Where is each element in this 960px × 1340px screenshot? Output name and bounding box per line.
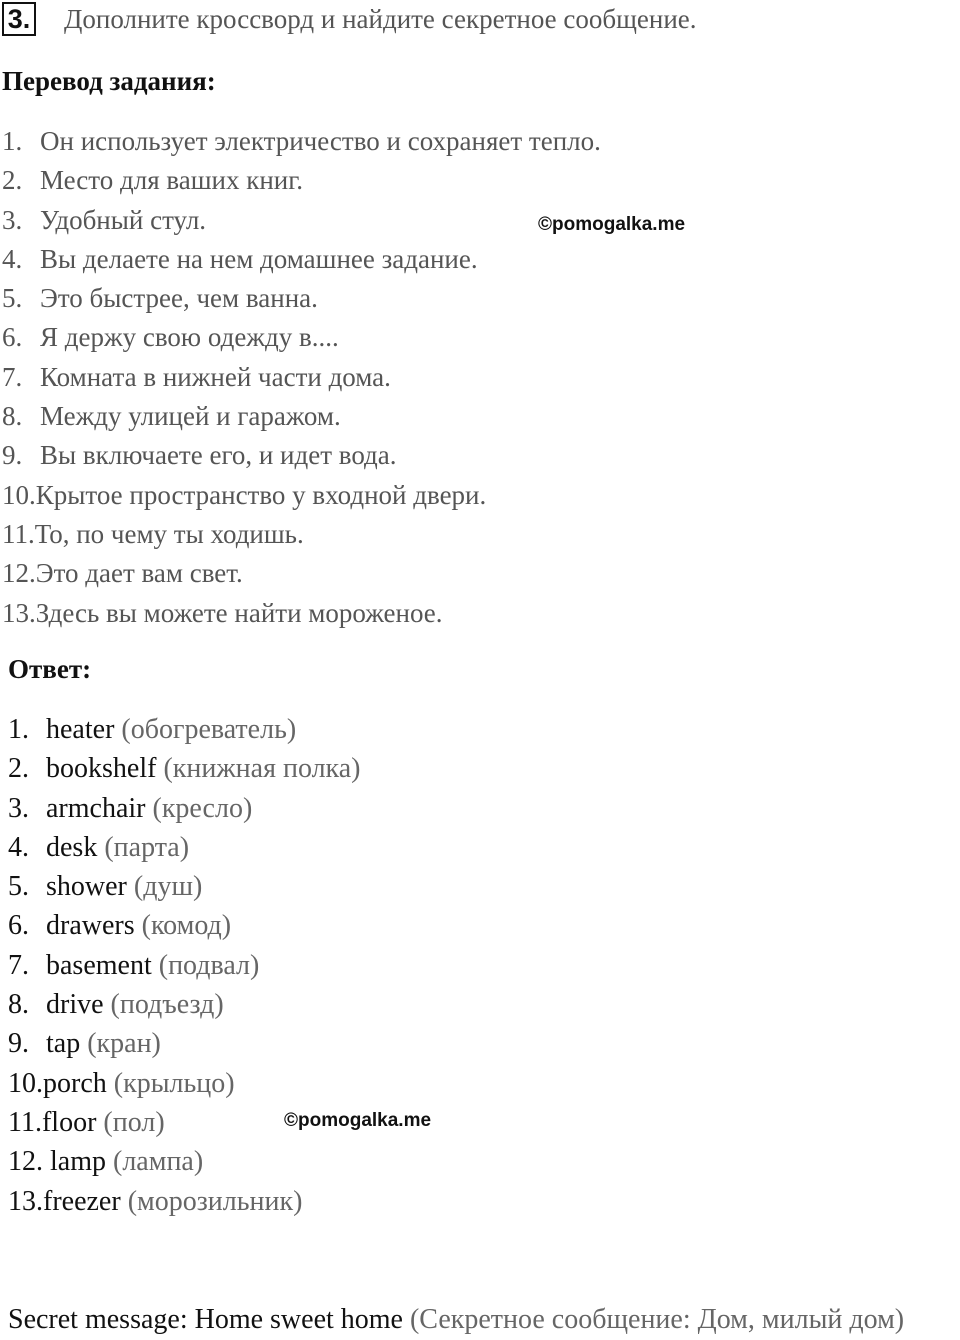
answer-translation: (крыльцо) xyxy=(113,1067,235,1099)
item-text: То, по чему ты ходишь. xyxy=(34,518,304,549)
item-number: 13. xyxy=(8,1185,43,1217)
item-text: Я держу свою одежду в.... xyxy=(40,322,339,353)
translation-item xyxy=(0,594,601,633)
answer-translation: (кран) xyxy=(87,1028,161,1060)
item-number: 3. xyxy=(2,204,23,235)
item-text: Крытое пространство у входной двери. xyxy=(35,479,487,510)
item-number: 4. xyxy=(8,831,29,863)
item-number: 12. xyxy=(2,558,36,589)
item-number: 11. xyxy=(8,1106,42,1138)
item-number: 9. xyxy=(8,1028,29,1060)
item-text: Удобный стул. xyxy=(40,204,207,235)
item-number: 2. xyxy=(2,165,23,196)
item-text: Вы делаете на нем домашнее задание. xyxy=(40,243,478,274)
item-text: Он использует электричество и сохраняет тепло. xyxy=(40,126,601,156)
item-text: Вы включаете его, и идет вода. xyxy=(40,440,397,471)
item-text: Здесь вы можете найти мороженое. xyxy=(35,597,443,628)
item-number: 8. xyxy=(8,989,29,1021)
answer-translation: (обогреватель) xyxy=(121,714,297,745)
item-number: 6. xyxy=(2,322,23,353)
answer-translation: (книжная полка) xyxy=(163,753,361,785)
translation-item xyxy=(0,318,601,357)
answer-translation: (кресло) xyxy=(152,792,253,824)
answer-translation: (морозильник) xyxy=(127,1185,303,1217)
answer-translation: (пол) xyxy=(103,1106,165,1138)
translation-item xyxy=(0,515,601,554)
answer-item xyxy=(0,1064,361,1103)
translation-item xyxy=(0,161,601,200)
answer-translation: (лампа) xyxy=(113,1146,204,1178)
translation-title: Перевод задания: xyxy=(2,66,216,96)
item-text: Между улицей и гаражом. xyxy=(40,401,341,432)
answer-word: desk xyxy=(46,831,98,863)
answer-translation: (душ) xyxy=(133,871,203,903)
item-number: 6. xyxy=(8,910,29,942)
answer-item xyxy=(0,749,361,788)
task-instruction: Дополните кроссворд и найдите секретное сообщение. xyxy=(64,4,697,34)
answer-translation: (подъезд) xyxy=(110,989,224,1021)
translation-item xyxy=(0,476,601,515)
answer-item xyxy=(0,789,361,828)
answer-word: freezer xyxy=(43,1185,121,1217)
item-number: 8. xyxy=(2,401,23,432)
translation-item xyxy=(0,436,601,475)
item-text: Комната в нижней части дома. xyxy=(40,361,391,392)
item-text: Это быстрее, чем ванна. xyxy=(40,283,318,314)
watermark-bottom: ©pomogalka.me xyxy=(284,1110,432,1131)
answer-word: lamp xyxy=(50,1146,106,1178)
translation-item xyxy=(0,358,601,397)
item-text: Это дает вам свет. xyxy=(35,558,243,589)
item-number: 1. xyxy=(8,714,29,745)
answer-word: bookshelf xyxy=(46,753,157,785)
watermark-top: ©pomogalka.me xyxy=(538,214,686,235)
translation-item xyxy=(0,201,601,240)
item-number: 2. xyxy=(8,753,29,785)
answer-item xyxy=(0,867,361,906)
answer-word: porch xyxy=(43,1067,107,1099)
item-number: 10. xyxy=(2,479,36,510)
answer-item xyxy=(0,946,361,985)
answer-item xyxy=(0,985,361,1024)
answer-word: tap xyxy=(46,1028,81,1060)
item-number: 5. xyxy=(8,871,29,903)
answer-word: floor xyxy=(41,1106,97,1138)
answer-word: drive xyxy=(46,989,104,1021)
translation-item xyxy=(0,122,601,161)
answer-item xyxy=(0,710,361,749)
item-number: 4. xyxy=(2,243,23,274)
translation-item xyxy=(0,397,601,436)
item-number: 10. xyxy=(8,1067,43,1099)
translation-item xyxy=(0,240,601,279)
answer-word: heater xyxy=(46,714,115,745)
item-number: 1. xyxy=(2,126,23,156)
item-number: 11. xyxy=(2,518,35,549)
task-number-box: 3. xyxy=(2,2,36,36)
answer-item xyxy=(0,1024,361,1063)
translation-item xyxy=(0,279,601,318)
answer-title: Ответ: xyxy=(8,654,92,684)
answer-translation: (парта) xyxy=(104,831,190,863)
item-number: 7. xyxy=(8,949,29,981)
answer-item xyxy=(0,828,361,867)
answer-list xyxy=(0,710,361,1221)
secret-message xyxy=(8,1304,904,1336)
translation-list xyxy=(0,122,601,633)
answer-item xyxy=(0,1182,361,1221)
secret-message-russian: (Секретное сообщение: Дом, милый дом) xyxy=(409,1304,905,1335)
answer-item xyxy=(0,906,361,945)
item-number: 9. xyxy=(2,440,23,471)
secret-message-english: Secret message: Home sweet home xyxy=(8,1304,403,1335)
item-number: 13. xyxy=(2,597,36,628)
item-number: 7. xyxy=(2,361,23,392)
answer-translation: (подвал) xyxy=(158,949,260,981)
answer-word: armchair xyxy=(46,792,146,824)
translation-item xyxy=(0,554,601,593)
answer-translation: (комод) xyxy=(141,910,232,942)
item-text: Место для ваших книг. xyxy=(40,165,304,196)
answer-item xyxy=(0,1142,361,1181)
item-number: 12. xyxy=(8,1146,43,1178)
item-number: 3. xyxy=(8,792,29,824)
item-number: 5. xyxy=(2,283,23,314)
answer-word: basement xyxy=(46,949,152,981)
answer-word: shower xyxy=(46,871,127,903)
answer-word: drawers xyxy=(46,910,135,942)
